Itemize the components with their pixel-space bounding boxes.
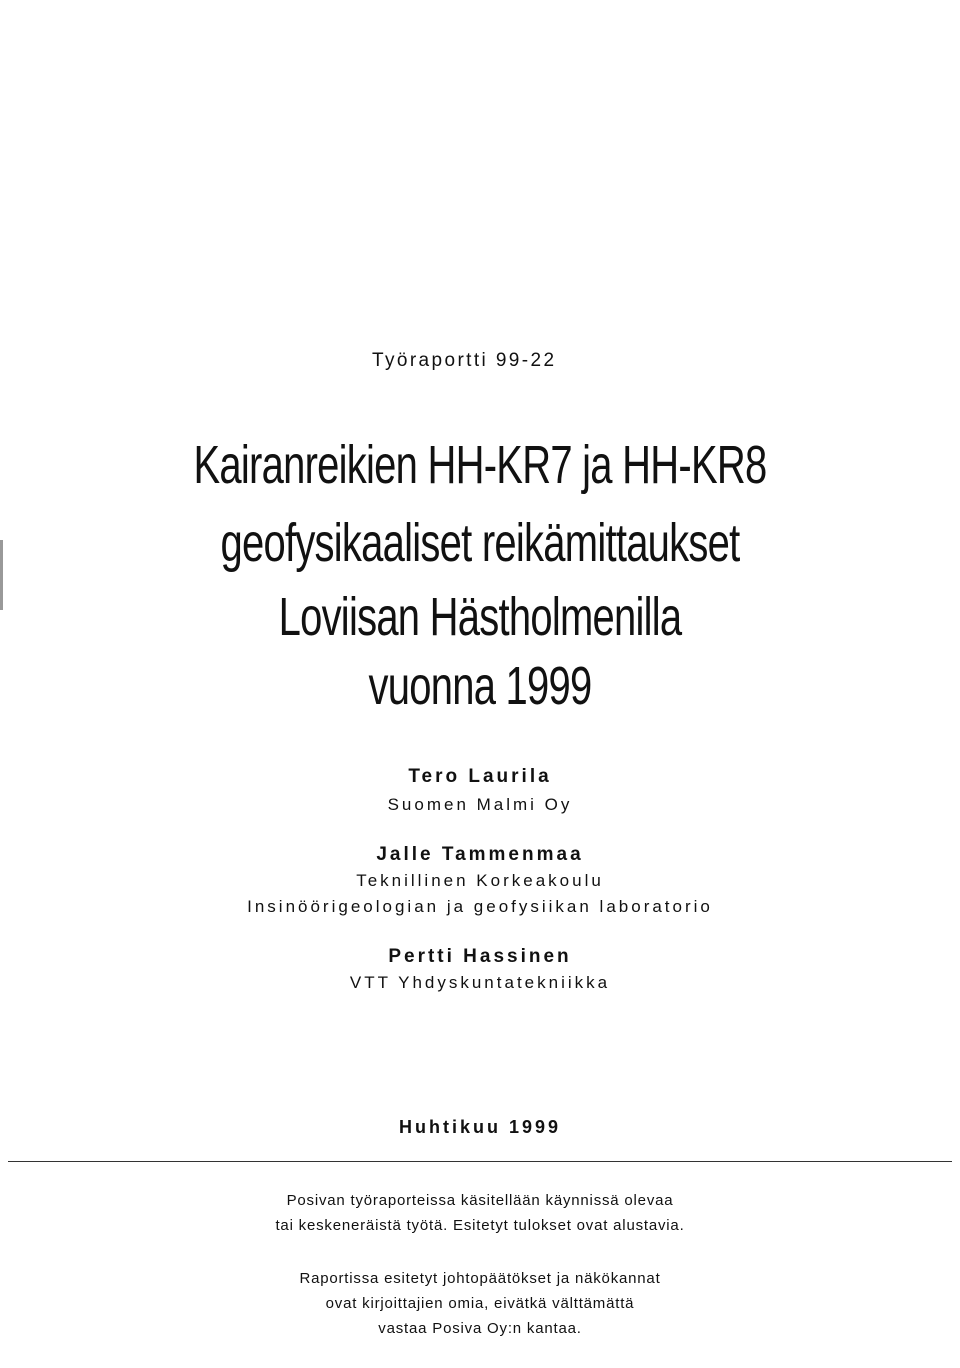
scan-edge-mark xyxy=(0,540,3,610)
author-affiliation-2b: Insinöörigeologian ja geofysiikan laboratorio xyxy=(247,897,713,916)
report-number: Työraportti 99-22 xyxy=(372,350,557,371)
disclaimer-line-4: ovat kirjoittajien omia, eivätkä välttämättä xyxy=(325,1295,635,1312)
report-date: Huhtikuu 1999 xyxy=(398,1117,562,1137)
title-line-4: vuonna 1999 xyxy=(368,656,592,716)
author-affiliation-3: VTT Yhdyskuntatekniikka xyxy=(349,973,611,992)
disclaimer-line-5: vastaa Posiva Oy:n kantaa. xyxy=(378,1320,582,1337)
divider-rule xyxy=(8,1161,952,1162)
disclaimer-line-3: Raportissa esitetyt johtopäätökset ja näkökannat xyxy=(299,1270,661,1287)
author-affiliation-1: Suomen Malmi Oy xyxy=(387,795,573,814)
disclaimer-line-1: Posivan työraporteissa käsitellään käynnissä olevaa xyxy=(286,1192,674,1209)
author-name-2: Jalle Tammenmaa xyxy=(376,844,584,865)
author-name-1: Tero Laurila xyxy=(408,766,552,787)
title-line-1: Kairanreikien HH-KR7 ja HH-KR8 xyxy=(193,435,767,495)
title-line-3: Loviisan Hästholmenilla xyxy=(278,587,682,647)
title-line-2: geofysikaaliset reikämittaukset xyxy=(220,513,740,573)
author-affiliation-2a: Teknillinen Korkeakoulu xyxy=(356,871,604,890)
disclaimer-line-2: tai keskeneräistä työtä. Esitetyt tulokset ovat alustavia. xyxy=(275,1217,685,1234)
author-name-3: Pertti Hassinen xyxy=(388,946,572,967)
